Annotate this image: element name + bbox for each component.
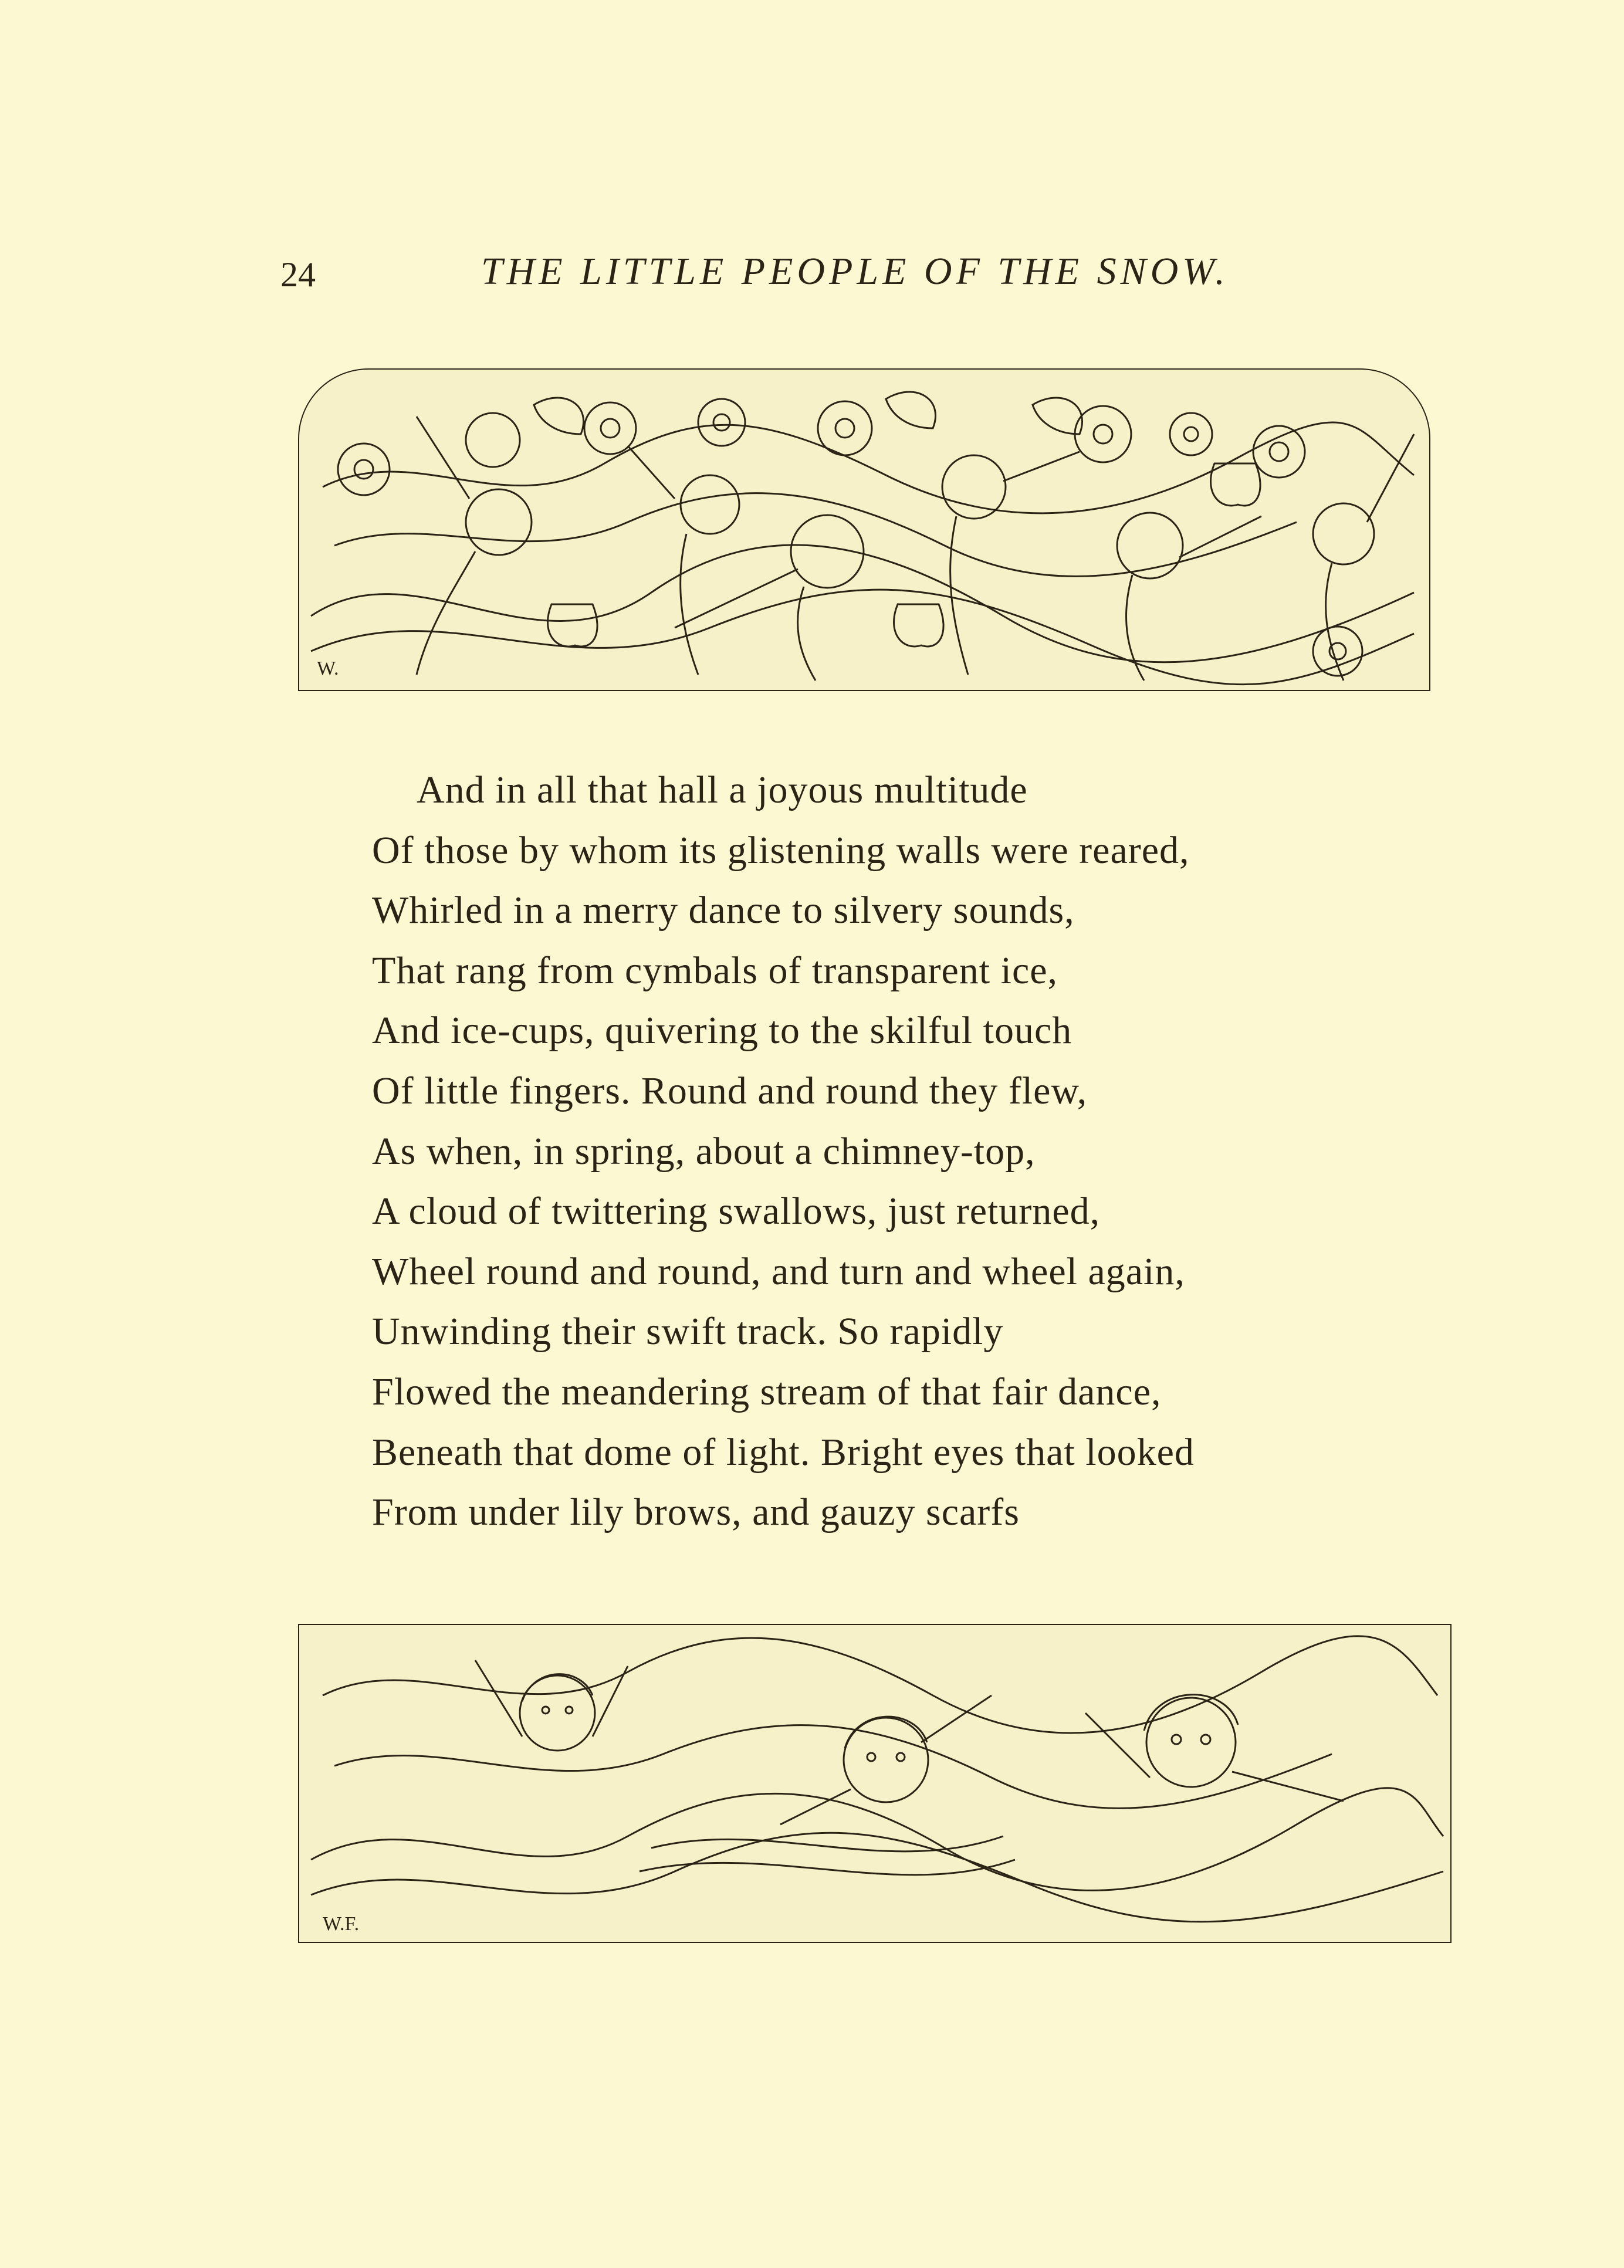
artist-signature: W.F. bbox=[323, 1913, 360, 1935]
dancing-fairies-cymbals-engraving bbox=[299, 370, 1429, 690]
poem-line: From under lily brows, and gauzy scarfs bbox=[372, 1491, 1020, 1534]
poem-line: Flowed the meandering stream of that fair dance, bbox=[372, 1370, 1162, 1413]
poem-line: Of those by whom its glistening walls were reared, bbox=[372, 828, 1190, 872]
poem-line: Whirled in a merry dance to silvery sounds, bbox=[372, 889, 1075, 932]
poem-line: As when, in spring, about a chimney-top, bbox=[372, 1129, 1036, 1173]
running-head: THE LITTLE PEOPLE OF THE SNOW. bbox=[481, 250, 1229, 293]
poem-line: Beneath that dome of light. Bright eyes that looked bbox=[372, 1430, 1195, 1474]
top-illustration bbox=[298, 368, 1430, 691]
poem-line: Of little fingers. Round and round they flew, bbox=[372, 1069, 1088, 1112]
poem-line: Unwinding their swift track. So rapidly bbox=[372, 1310, 1004, 1353]
poem-line: A cloud of twittering swallows, just returned, bbox=[372, 1190, 1101, 1233]
poem-line: Wheel round and round, and turn and wheel again, bbox=[372, 1250, 1185, 1293]
poem-line: And ice-cups, quivering to the skilful touch bbox=[372, 1009, 1072, 1052]
poem-line: And in all that hall a joyous multitude bbox=[417, 769, 1028, 811]
bottom-illustration bbox=[298, 1624, 1452, 1943]
poem-line: That rang from cymbals of transparent ice, bbox=[372, 949, 1058, 992]
children-with-scarfs-engraving bbox=[299, 1625, 1450, 1942]
poem-text bbox=[372, 760, 1440, 1543]
page-number: 24 bbox=[280, 255, 316, 294]
artist-signature: W. bbox=[317, 658, 339, 679]
